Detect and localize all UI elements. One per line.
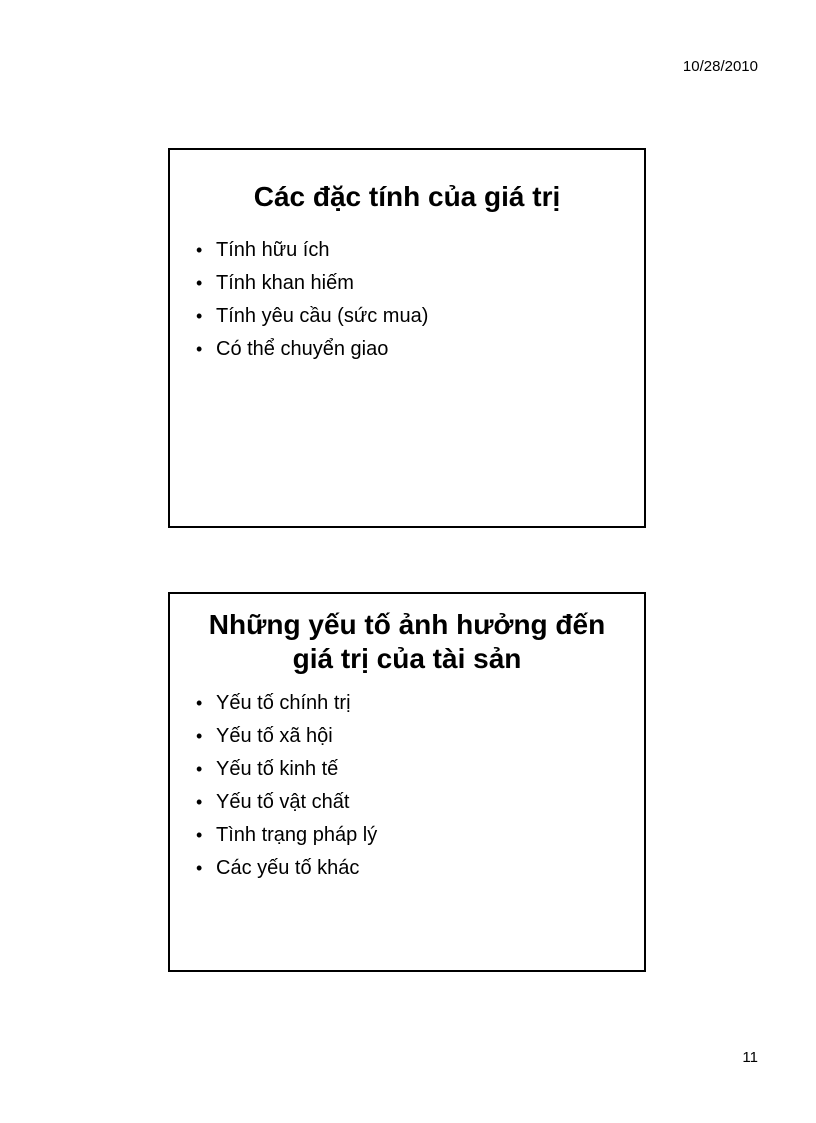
bullet-icon: •: [196, 693, 203, 713]
bullet-list: [170, 234, 644, 366]
list-item: [196, 687, 644, 720]
bullet-icon: •: [196, 306, 203, 326]
list-item: [196, 234, 644, 267]
slide-title: Các đặc tính của giá trị: [253, 181, 561, 212]
list-item: [196, 786, 644, 819]
bullet-icon: •: [196, 858, 203, 878]
slide-title: Những yếu tố ảnh hưởng đến giá trị của tài sản: [208, 609, 606, 674]
slide-thumbnail-1: [168, 148, 646, 528]
bullet-icon: •: [196, 273, 203, 293]
list-item-text: Yếu tố vật chất: [216, 791, 350, 813]
list-item-text: Yếu tố xã hội: [216, 725, 333, 747]
list-item-text: Yếu tố kinh tế: [216, 758, 339, 780]
list-item-text: Yếu tố chính trị: [216, 692, 351, 714]
list-item: [196, 333, 644, 366]
list-item-text: Các yếu tố khác: [216, 857, 360, 879]
bullet-icon: •: [196, 240, 203, 260]
page-date: 10/28/2010: [682, 58, 758, 75]
list-item: [196, 819, 644, 852]
page-number: 11: [742, 1049, 758, 1066]
list-item: [196, 753, 644, 786]
list-item-text: Tính yêu cầu (sức mua): [216, 305, 429, 327]
slide-thumbnail-2: [168, 592, 646, 972]
list-item-text: Có thể chuyển giao: [216, 338, 389, 360]
bullet-icon: •: [196, 726, 203, 746]
bullet-icon: •: [196, 825, 203, 845]
list-item-text: Tình trạng pháp lý: [216, 824, 378, 846]
list-item-text: Tính khan hiếm: [216, 272, 354, 294]
list-item: [196, 300, 644, 333]
list-item-text: Tính hữu ích: [216, 239, 330, 261]
list-item: [196, 852, 644, 885]
bullet-list: [170, 687, 644, 885]
bullet-icon: •: [196, 339, 203, 359]
list-item: [196, 267, 644, 300]
bullet-icon: •: [196, 792, 203, 812]
bullet-icon: •: [196, 759, 203, 779]
list-item: [196, 720, 644, 753]
